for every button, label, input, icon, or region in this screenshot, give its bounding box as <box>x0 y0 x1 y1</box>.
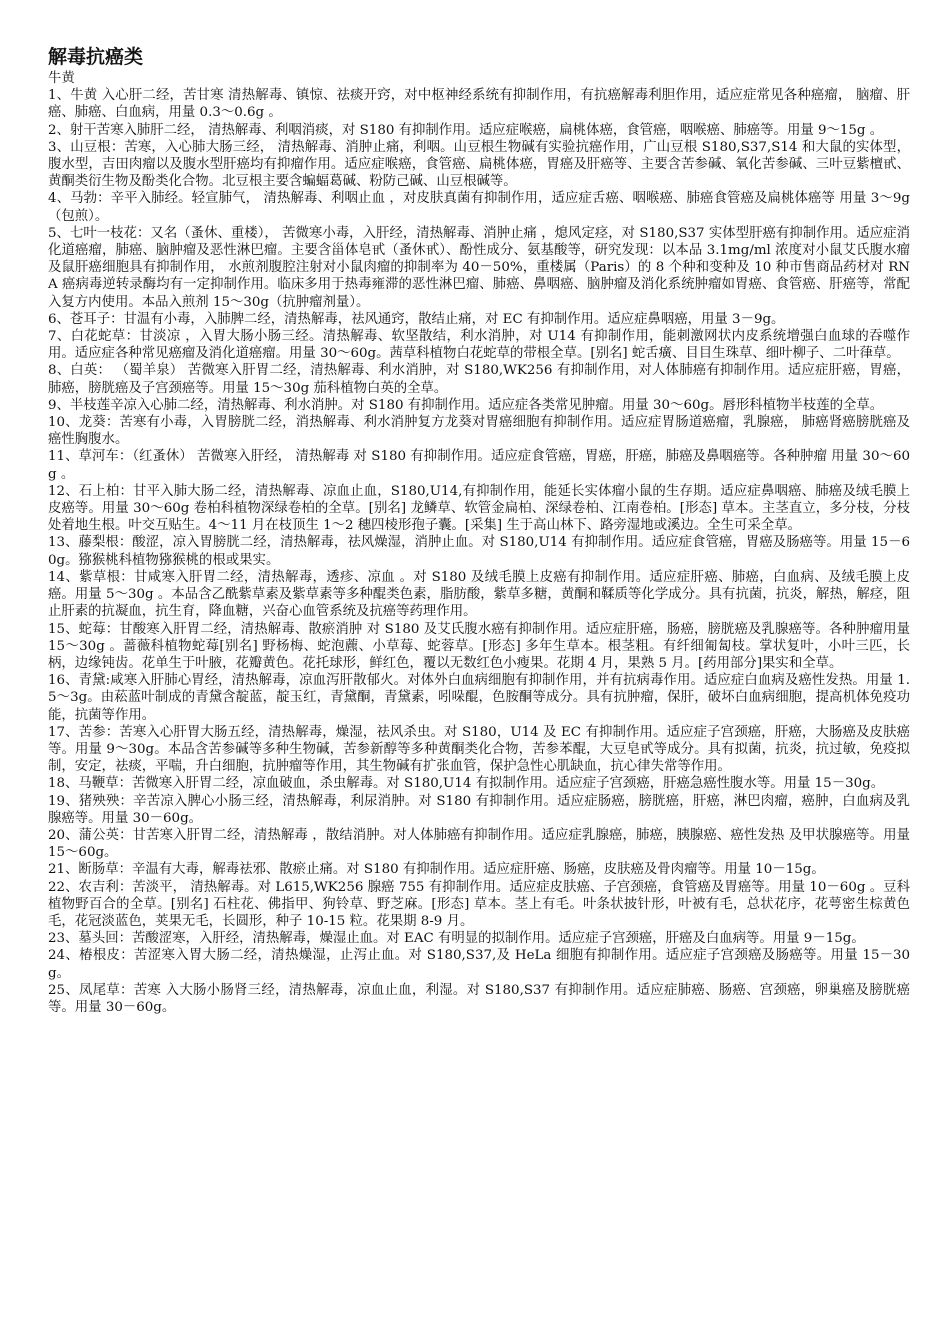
herb-entry: 6、苍耳子：甘温有小毒，入肺脾二经，清热解毒，祛风通窍，散结止痛，对 EC 有抑制作用。适应症鼻咽癌，用量 3－9g。 <box>48 311 785 327</box>
herb-entry: 18、马鞭草：苦微寒入肝胃二经，凉血破血，杀虫解毒。对 S180,U14 有拟制作用。适应症子宫颈癌，肝癌急癌性腹水等。用量 15－30g。 <box>48 776 885 792</box>
herb-entry: 24、椿根皮：苦涩寒入胃大肠二经，清热燥湿，止泻止血。对 S180,S37,及 HeLa 细胞有抑制作用。适应症子宫颈癌及肠癌等。用量 15－30g。 <box>48 948 910 981</box>
herb-entry: 20、蒲公英：甘苦寒入肝胃二经，清热解毒 ，散结消肿。对人体肺癌有抑制作用。适应症乳腺癌，肺癌，胰腺癌、癌性发热 及甲状腺癌等。用量 15～60g。 <box>48 827 910 861</box>
herb-entry: 4、马勃：辛平入肺经。轻宣肺气， 清热解毒、利咽止血 ，对皮肤真菌有抑制作用，适应症舌癌、咽喉癌、肺癌食管癌及扁桃体癌等 用量 3～9g（包煎）。 <box>48 191 910 224</box>
herb-entry-list <box>48 87 910 1016</box>
herb-entry: 23、墓头回：苦酸涩寒，入肝经，清热解毒，燥湿止血。对 EAC 有明显的拟制作用。适应症子宫颈癌，肝癌及白血病等。用量 9－15g。 <box>48 931 865 947</box>
herb-entry: 21、断肠草：辛温有大毒，解毒祛邪、散瘀止痛。对 S180 有抑制作用。适应症肝癌、肠癌，皮肤癌及骨肉瘤等。用量 10－15g。 <box>48 862 825 878</box>
herb-entry: 8、白英： （蜀羊泉） 苦微寒入肝胃二经，清热解毒、利水消肿，对 S180,WK256 有抑制作用，对人体肺癌有抑制作用。适应症肝癌，胃癌，肺癌，膀胱癌及子宫颈癌等。用量 15～30g 茄科植物白英的全草。 <box>48 363 910 396</box>
herb-entry: 9、半枝莲辛凉入心肺二经，清热解毒、利水消肿。对 S180 有抑制作用。适应症各类常见肿瘤。用量 30～60g。唇形科植物半枝莲的全草。 <box>48 397 884 413</box>
herb-entry: 22、农吉利：苦淡平， 清热解毒。对 L615,WK256 腺癌 755 有抑制作用。适应症皮肤癌、子宫颈癌，食管癌及胃癌等。用量 10－60g 。豆科植物野百合的全草。[别名] 石柱花、佛指甲、狗铃草、野芝麻。[形态] 草本。茎上有毛。叶条状披针形，叶被有毛，总状花序，花萼密生棕黄色毛，花冠淡蓝色，荚果无毛，长圆形，种子 10-15 粒。花果期 8-9 月。 <box>48 879 910 929</box>
herb-entry: 3、山豆根：苦寒，入心肺大肠三经， 清热解毒、消肿止痛，利咽。山豆根生物碱有实验抗癌作用，广山豆根 S180,S37,S14 和大鼠的实体型，腹水型，吉田肉瘤以及腹水型肝癌均有抑瘤作用。适应症喉癌，食管癌、扁桃体癌，胃癌及肝癌等、主要含苦参碱、氧化苦参碱、三叶豆紫檀甙、黄酮类衍生物及酚类化合物。北豆根主要含蝙蝠葛碱、粉防己碱、山豆根碱等。 <box>48 139 910 190</box>
herb-entry: 25、凤尾草：苦寒 入大肠小肠肾三经，清热解毒，凉血止血，利湿。对 S180,S37 有抑制作用。适应症肺癌、肠癌、宫颈癌，卵巢癌及膀胱癌等。用量 30－60g。 <box>48 982 910 1015</box>
herb-entry: 5、七叶一枝花：又名（蚤休、重楼）， 苦微寒小毒，入肝经，清热解毒、消肿止痛 ，熄风定痉，对 S180,S37 实体型肝癌有抑制作用。适应症消化道癌瘤，肺癌、脑肿瘤及恶性淋巴瘤。主要含甾体皂甙（蚤休甙）、酚性成分、氨基酸等，研究发现：以本品 3.1mg/ml 浓度对小鼠艾氏腹水瘤及鼠肝癌细胞具有抑制作用， 水煎剂腹腔注射对小鼠肉瘤的抑制率为 40－50%，重楼属（Paris）的 8 个种和变种及 10 种市售商品药材对 RNA 癌病毒逆转录酶均有一定抑制作用。临床多用于热毒雍滞的恶性淋巴瘤、肺癌、鼻咽癌、脑肿瘤及消化系统肿瘤如胃癌、食管癌、肝癌等，常配入复方内使用。本品入煎剂 15～30g（抗肿瘤剂量）。 <box>48 225 910 310</box>
herb-entry: 12、石上柏：甘平入肺大肠二经，清热解毒、凉血止血，S180,U14,有抑制作用，能延长实体瘤小鼠的生存期。适应症鼻咽癌、肺癌及绒毛膜上皮癌等。用量 30～60g 卷柏科植物深绿卷柏的全草。[别名] 龙鳞草、软管金扁柏、深绿卷柏、江南卷柏。[形态] 草本。主茎直立，多分枝，分枝处着地生根。叶交互贴生。4～11 月在枝顶生 1～2 穗四棱形孢子囊。[采集] 生于高山林下、路旁湿地或溪边。全生可采全草。 <box>48 483 910 534</box>
page-title: 解毒抗癌类 <box>48 46 144 68</box>
herb-entry: 15、蛇莓：甘酸寒入肝胃二经，清热解毒、散瘀消肿 对 S180 及艾氏腹水癌有抑制作用。适应症肝癌，肠癌，膀胱癌及乳腺癌等。各种肿瘤用量 15～30g 。蔷薇科植物蛇莓[别名] 野杨梅、蛇泡藨、小草莓、蛇蓉草。[形态] 多年生草本。根茎粗。有纤细匍匐枝。掌状复叶，小叶三匹，长柄，边缘钝齿。花单生于叶腋，花瓣黄色。花托球形，鲜红色，覆以无数红色小瘦果。花期 4 月，果熟 5 月。[药用部分]果实和全草。 <box>48 621 910 671</box>
herb-entry: 10、龙葵：苦寒有小毒，入胃膀胱二经，消热解毒、利水消肿复方龙葵对胃癌细胞有抑制作用。适应症胃肠道癌瘤，乳腺癌， 肺癌肾癌膀胱癌及癌性胸腹水。 <box>48 415 910 448</box>
page-subtitle: 牛黄 <box>48 71 75 86</box>
herb-entry: 13、藤梨根：酸涩，凉入胃膀胱二经，清热解毒，祛风燥湿，消肿止血。对 S180,U14 有抑制作用。适应症食管癌，胃癌及肠癌等。用量 15－60g。猕猴桃科植物猕猴桃的根或果实。 <box>48 535 910 568</box>
herb-entry: 11、草河车：（红蚤休） 苦微寒入肝经， 清热解毒 对 S180 有抑制作用。适应症食管癌，胃癌，肝癌，肺癌及鼻咽癌等。各种肿瘤 用量 30～60g 。 <box>48 449 910 482</box>
herb-entry: 7、白花蛇草：甘淡凉 ，入胃大肠小肠三经。清热解毒、软坚散结，利水消肿，对 U14 有抑制作用，能刺激网状内皮系统增强白血球的吞噬作用。适应症各种常见癌瘤及消化道癌瘤。用量 30～60g。茜草科植物白花蛇草的带根全草。[别名] 蛇舌癀、目目生珠草、细叶柳子、二叶葎草。 <box>48 329 910 362</box>
herb-entry: 19、猪殃殃：辛苦凉入脾心小肠三经，清热解毒，利尿消肿。对 S180 有抑制作用。适应症肠癌，膀胱癌，肝癌，淋巴肉瘤，癌肿，白血病及乳腺癌等。用量 30－60g。 <box>48 793 910 826</box>
herb-entry: 1、牛黄 入心肝二经，苦甘寒 清热解毒、镇惊、祛痰开窍，对中枢神经系统有抑制作用，有抗癌解毒利胆作用，适应症常见各种癌瘤， 脑瘤、肝癌、肺癌、白血病，用量 0.3～0.6g 。 <box>48 88 910 121</box>
herb-entry: 2、射干苦寒入肺肝二经， 清热解毒、利咽消痰，对 S180 有抑制作用。适应症喉癌，扁桃体癌，食管癌，咽喉癌、肺癌等。用量 9～15g 。 <box>48 122 884 138</box>
herb-entry: 14、紫草根：甘咸寒入肝胃二经，清热解毒，透疹、凉血 。对 S180 及绒毛膜上皮癌有抑制作用。适应症肝癌、肺癌，白血病、及绒毛膜上皮癌。用量 5～30g 。本品含乙酰紫草素及紫草素等多种醌类色素，脂肪酸，紫草多糖，黄酮和鞣质等化学成分。具有抗菌，抗炎，解热，解痉，阻止肝素的抗凝血，抗生育，降血糖，兴奋心血管系统及抗癌等药理作用。 <box>48 569 910 620</box>
document-page <box>48 44 910 1016</box>
herb-entry: 17、苦参：苦寒入心肝胃大肠五经，清热解毒，燥湿，祛风杀虫。对 S180，U14 及 EC 有抑制作用。适应症子宫颈癌，肝癌，大肠癌及皮肤癌等。用量 9～30g。本品含苦参碱等多种生物碱，苦参新醇等多种黄酮类化合物，苦参苯醌，大豆皂甙等成分。具有拟菌，抗炎，抗过敏，免疫拟制，安定，祛痰，平喘，升白细胞，抗肿瘤等作用，其生物碱有扩张血管，保护急性心肌缺血，抗心律失常等作用。 <box>48 724 910 775</box>
herb-entry: 16、青黛:咸寒入肝肺心胃经，清热解毒，凉血泻肝散郁火。对体外白血病细胞有抑制作用，并有抗病毒作用。适应症白血病及癌性发热。用量 1.5～3g。由菘蓝叶制成的青黛含靛蓝，靛玉红，青黛酮，青黛素，吲哚醌，色胺酮等成分。具有抗肿瘤，保肝，破坏白血病细胞，提高机体免疫功能，抗菌等作用。 <box>48 673 910 723</box>
